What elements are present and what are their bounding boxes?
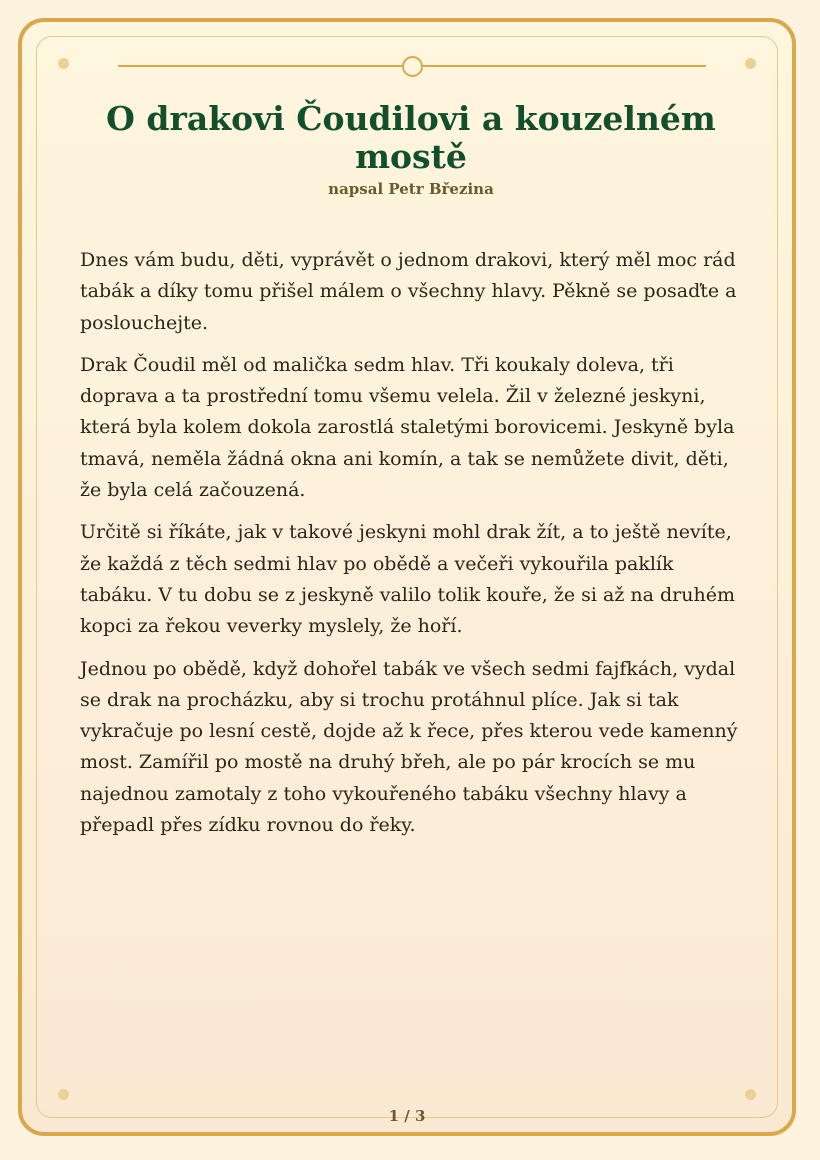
- corner-ornament-bottom-right: [745, 1089, 756, 1100]
- top-ring-ornament: [402, 56, 423, 77]
- corner-ornament-top-left: [58, 58, 69, 69]
- story-text: [80, 245, 744, 852]
- story-paragraph: Určitě si říkáte, jak v takové jeskyni mohl drak žít, a to ještě nevíte, že každá z těch sedmi hlav po obědě a večeři vykouřila paklík tabáku. V tu dobu se z jeskyně valilo tolik kouře, že si až na druhém kopci za řekou veverky myslely, že hoří.: [80, 521, 735, 638]
- story-author: napsal Petr Březina: [328, 180, 494, 198]
- story-paragraph: Jednou po obědě, když dohořel tabák ve všech sedmi fajfkách, vydal se drak na procházku, aby si trochu protáhnul plíce. Jak si tak vykračuje po lesní cestě, dojde až k řece, přes kterou vede kamenný most. Zamířil po mostě na druhý břeh, ale po pár krocích se mu najednou zamotaly z toho vykouřeného tabáku všechny hlavy a přepadl přes zídku rovnou do řeky.: [80, 657, 738, 837]
- page-number: 1 / 3: [388, 1107, 426, 1125]
- story-title: O drakovi Čoudilovi a kouzelném mostě: [106, 99, 716, 176]
- story-page: [18, 18, 796, 1136]
- story-paragraph: Dnes vám budu, děti, vyprávět o jednom drakovi, který měl moc rád tabák a díky tomu přišel málem o všechny hlavy. Pěkně se posaďte a poslouchejte.: [80, 249, 737, 334]
- corner-ornament-bottom-left: [58, 1089, 69, 1100]
- story-paragraph: Drak Čoudil měl od malička sedm hlav. Tři koukaly doleva, tři doprava a ta prostřední tomu všemu velela. Žil v železné jeskyni, která byla kolem dokola zarostlá staletými borovicemi. Jeskyně byla tmavá, neměla žádná okna ani komín, a tak se nemůžete divit, děti, že byla celá začouzená.: [80, 353, 735, 502]
- corner-ornament-top-right: [745, 58, 756, 69]
